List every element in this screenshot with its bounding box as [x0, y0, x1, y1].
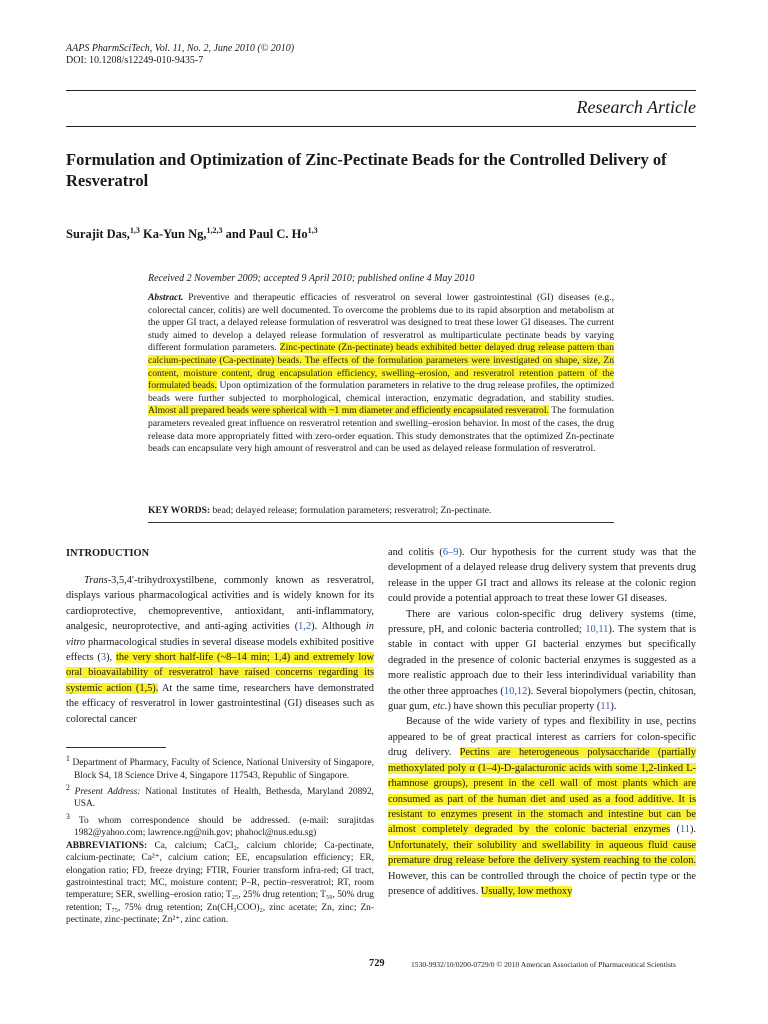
abbreviations: [66, 840, 374, 927]
body-text: ). Several biopolymers (pectin, chitosan, guar gum,: [388, 685, 696, 713]
body-text: -3,5,4′-trihydroxystilbene, commonly known as resveratrol, displays various pharmacological activities and is widely known for its cardioprotective, chemopreventive, antioxidant, anti-inflammatory, analgesic, neuroprotective, and anti-aging activities (: [66, 575, 374, 633]
copyright-line: 1530-9932/10/0200-0729/0 © 2010 American Association of Pharmaceutical Scientists: [411, 960, 676, 969]
footnote: [66, 782, 374, 811]
author-name: and Paul C. Ho: [222, 227, 308, 242]
journal-citation: AAPS PharmSciTech, Vol. 11, No. 2, June 2010 (© 2010): [66, 43, 295, 54]
citation-link[interactable]: 11: [600, 701, 611, 713]
body-text: (: [670, 824, 680, 836]
italic-text: Trans: [84, 575, 108, 586]
body-text: pharmacological studies in several disease models exhibited positive effects (: [66, 636, 374, 664]
received-dates: Received 2 November 2009; accepted 9 April 2010; published online 4 May 2010: [148, 273, 475, 284]
highlighted-text: the very short half-life (~8–14 min; 1,4) and extremely low oral bioavailability of resveratrol have raised concerns regarding its systemic action (1,5).: [66, 652, 374, 694]
intro-paragraph: [66, 573, 374, 727]
abstract-text: Preventive and therapeutic efficacies of resveratrol on several lower gastrointestinal (GI) diseases (e.g., colorectal cancer, colitis) are well documented. To overcome the problems due to its rapid absorption and metabolism at the upper GI tract, a delayed release formulation of resveratrol was designed to treat these lower GI diseases. The current study aimed to develop a delayed release formulation of resveratrol as multiparticulate pectinate beads by varying different formulation parameters.: [148, 292, 614, 354]
highlighted-text: Pectins are heterogeneous polysaccharide (partially methoxylated poly α (1–4)-D-galacturonic acids with some 1,2-linked L-rhamnose groups), present in the cell wall of most plants which are consumed as part of the human diet and used as a food additive. It is resistant to enzymes present in the stomach and intestine but can be almost completely degraded by the colonic bacterial enzymes: [388, 747, 696, 836]
body-text: At the same time, researchers have demonstrated the efficacy of resveratrol in lower gastrointestinal (GI) diseases such as colorectal cancer: [66, 682, 374, 725]
page-number: 729: [369, 958, 385, 969]
intro-paragraph: [388, 545, 696, 607]
doi[interactable]: DOI: 10.1208/s12249-010-9435-7: [66, 55, 204, 66]
author-affiliation: 1,2,3: [206, 226, 223, 235]
footnote-label: Present Address:: [69, 787, 141, 798]
author-affiliation: 1,3: [129, 226, 140, 235]
footnote: [66, 753, 374, 782]
abstract: [148, 292, 614, 456]
header-rule: [66, 90, 696, 91]
abstract-text: Upon optimization of the formulation parameters in relative to the drug release profiles, the optimized beads were further subjected to morphological, chemical interaction, enzymatic degradation, and stability studies.: [148, 380, 614, 404]
body-text: ). Although: [311, 621, 366, 633]
header-rule-bottom: [66, 126, 696, 127]
citation-link[interactable]: 3: [100, 652, 107, 664]
footnote-text: National Institutes of Health, Bethesda, Maryland 20892, USA.: [74, 787, 375, 810]
footnote-text[interactable]: To whom correspondence should be addressed. (e-mail: surajitdas 1982@yahoo.com; lawrence.ng@nih.gov; phahocl@nus.edu.sg): [69, 816, 374, 839]
body-text: ). The system that is stable in contact with upper GI bacterial enzymes but specifically degraded in the presence of colonic bacterial enzymes is suggested as a more realistic approach due to their less interindividual variability than the other three approaches (: [388, 624, 696, 697]
author-name: Ka-Yun Ng,: [139, 227, 207, 242]
intro-right-column: [388, 545, 696, 899]
footnote-text: Department of Pharmacy, Faculty of Science, National University of Singapore, Block S4, 18 Science Drive 4, Singapore 117543, Republic of Singapore.: [69, 758, 374, 781]
footnote-rule: [66, 747, 166, 748]
citation-link[interactable]: 10,11: [585, 624, 609, 636]
citation-link[interactable]: 1,2: [298, 621, 312, 633]
citation-link[interactable]: 11: [679, 824, 690, 836]
highlighted-text: Unfortunately, their solubility and swellability in aqueous fluid cause premature drug release before the delivery system reaching to the colon.: [388, 839, 696, 867]
abstract-highlight: Zinc-pectinate (Zn-pectinate) beads exhibited better delayed drug release pattern than calcium-pectinate (Ca-pectinate) beads. The effects of the formulation parameters were investigated on shape, size, Zn content, moisture content, drug encapsulation efficiency, swelling–erosion, and resveratrol retention pattern of the formulated beads.: [148, 342, 614, 392]
section-heading: INTRODUCTION: [66, 548, 150, 559]
keywords-rule: [148, 522, 614, 523]
keywords: [148, 505, 491, 516]
keywords-text: bead; delayed release; formulation parameters; resveratrol; Zn-pectinate.: [210, 505, 492, 516]
keywords-label: KEY WORDS:: [148, 505, 211, 516]
footnote: [66, 811, 374, 840]
intro-paragraph: [388, 714, 696, 899]
highlighted-text: Usually, low methoxy: [480, 885, 573, 897]
abstract-text: The formulation parameters revealed great influence on resveratrol retention and swelling–erosion behavior. In most of the cases, the drug release data more appropriately fitted with zero-order equation. This study demonstrates that the optimized Zn-pectinate beads can encapsulate very high amount of resveratrol and can be used as delayed release formulation of resveratrol.: [148, 405, 614, 455]
body-text: ) have shown this peculiar property (: [447, 701, 601, 713]
article-type: Research Article: [576, 97, 696, 117]
footnote-marker: 3: [66, 811, 70, 821]
body-text: ).: [610, 701, 617, 713]
intro-paragraph: [388, 607, 696, 715]
body-text: ),: [106, 652, 117, 664]
abbreviations-text: Ca, calcium; CaCl₂, calcium chloride; Ca-pectinate, calcium-pectinate; Ca²⁺, calcium cation; EE, encapsulation efficiency; ER, elongation ratio; FD, freeze drying; FTIR, Fourier transform infra-red; GI tract, gastrointestinal tract; MC, moisture content; P–R, pectin–resveratrol; RT, room temperature; SER, swelling–erosion ratio; T₂₅, 25% drug retention; T₅₀, 50% drug retention; T₇₅, 75% drug retention; Zn(CH₃COO)₂, zinc acetate; Zn, zinc; Zn-pectinate, zinc-pectinate; Zn²⁺, zinc cation.: [66, 840, 374, 926]
italic-text: etc.: [432, 701, 448, 713]
abbreviations-label: ABBREVIATIONS:: [66, 840, 148, 851]
footnote-marker: 2: [66, 782, 70, 792]
body-text: ). Our hypothesis for the current study was that the development of a delayed release drug delivery system that prevents drug release in the upper GI tract and allows its release at the colonic region could provide a potential approach to treat these lower GI diseases.: [388, 547, 696, 605]
footnote-marker: 1: [66, 754, 70, 763]
body-text: Because of the wide variety of types and flexibility in use, pectins appeared to be of great practical interest as carriers for colon-specific drug delivery.: [388, 716, 696, 759]
article-title: Formulation and Optimization of Zinc-Pectinate Beads for the Controlled Delivery of Resveratrol: [66, 150, 667, 190]
author-name: Surajit Das,: [66, 227, 130, 242]
author-affiliation: 1,3: [307, 226, 318, 235]
body-text: There are various colon-specific drug delivery systems (time, pressure, pH, and colonic bacteria controlled;: [388, 608, 696, 636]
body-text: However, this can be controlled through the choice of pectin type or the presence of additives.: [388, 870, 696, 897]
author-list: [66, 226, 318, 242]
italic-text: in vitro: [66, 621, 375, 648]
abstract-label: Abstract.: [148, 292, 184, 303]
citation-link[interactable]: 6–9: [442, 547, 459, 558]
citation-link[interactable]: 10,12: [503, 685, 528, 697]
footnotes: [66, 753, 374, 927]
intro-left-column: [66, 573, 374, 727]
abstract-highlight: Almost all prepared beads were spherical with ~1 mm diameter and efficiently encapsulated resveratrol.: [148, 405, 549, 417]
body-text: ).: [689, 824, 697, 836]
body-text: and colitis (: [388, 547, 443, 558]
